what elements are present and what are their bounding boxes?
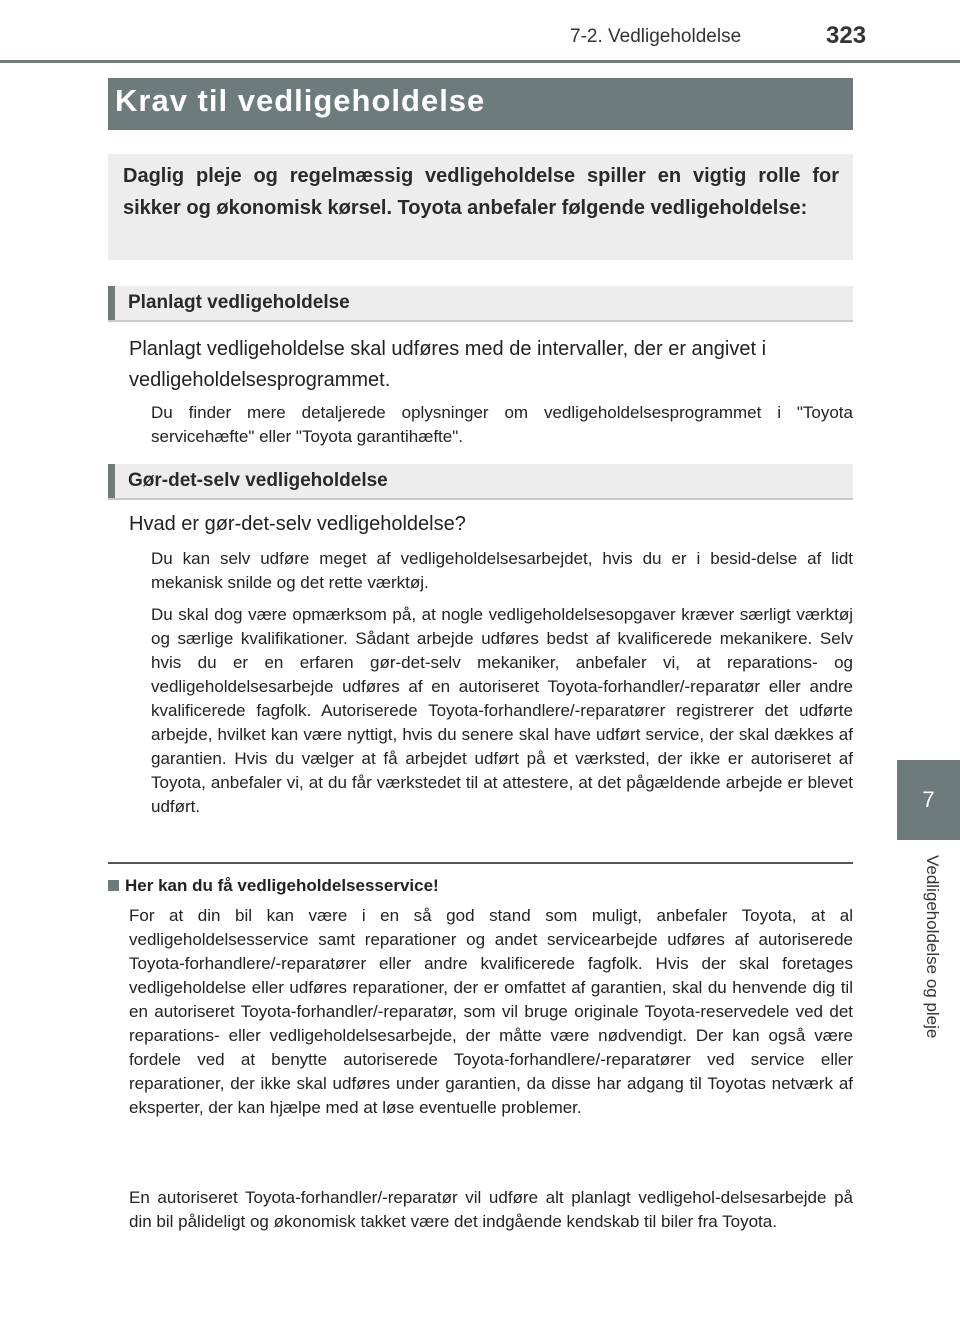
section-accent [108,286,115,320]
page-title: Krav til vedligeholdelse [115,83,486,118]
note-paragraph: En autoriseret Toyota-forhandler/-reparatør vil udføre alt planlagt vedligehol-delsesarbejde på din bil pålideligt og økonomisk takket være det indgående kendskab til biler fra Toyota. [129,1188,853,1231]
chapter-tab [897,760,960,840]
section-paragraph: Du finder mere detaljerede oplysninger om vedligeholdelsesprogrammet i "Toyota servicehæfte" eller "Toyota garantihæfte". [151,403,853,446]
header-divider [0,60,960,63]
section-lead: Planlagt vedligeholdelse skal udføres med de intervaller, der er angivet i vedligeholdelsesprogrammet. [129,338,767,391]
intro-text: Daglig pleje og regelmæssig vedligeholdelse spiller en vigtig rolle for sikker og økonomisk kørsel. Toyota anbefaler følgende vedligeholdelse: [123,165,839,219]
chapter-title: Vedligeholdelse og pleje [923,855,942,1039]
section-lead: Hvad er gør-det-selv vedligeholdelse? [129,513,466,535]
page-number: 323 [826,22,867,49]
note-title-text: Her kan du få vedligeholdelsesservice! [125,876,439,895]
chapter-number: 7 [922,787,935,812]
note-title [108,876,439,896]
section-heading: Planlagt vedligeholdelse [128,292,350,313]
note-divider [108,862,853,864]
header-section-title: 7-2. Vedligeholdelse [570,26,742,47]
section-paragraph: Du skal dog være opmærksom på, at nogle vedligeholdelsesopgaver kræver særligt værktøj og særlige kvalifikationer. Sådant arbejde udføres bedst af kvalificerede mekanikere. Selv hvis du er en erfaren gør-det-selv mekaniker, anbefaler vi, at reparations- og vedligeholdelsesarbejde udføres af en autoriseret Toyota-forhandler/-reparatør eller andre kvalificerede fagfolk. Autoriserede Toyota-forhandlere/-reparatører registrerer det udførte arbejde, hvilket kan være nyttigt, hvis du senere skal have udført service, der skal dækkes af garantien. Hvis du vælger at få arbejdet udført på et værksted, der ikke er autoriseret af Toyota, anbefaler vi, at du får værkstedet til at attestere, at det pågældende arbejde er blevet udført. [151,605,853,816]
section-heading: Gør-det-selv vedligeholdelse [128,470,388,491]
section-accent [108,464,115,498]
note-paragraph: For at din bil kan være i en så god stand som muligt, anbefaler Toyota, at al vedligeholdelsesservice samt reparationer og andet servicearbejde udføres af autoriserede Toyota-forhandlere/-reparatører eller andre kvalificerede fagfolk. Hvis der skal foretages vedligeholdelse eller udføres reparationer, der er omfattet af garantien, skal du henvende dig til en autoriseret Toyota-forhandler/-reparatør, som vil bruge originale Toyota-reservedele ved det reparations- eller vedligeholdelsesarbejde, der måtte være nødvendigt. Der kan også være fordele ved at benytte autoriserede Toyota-forhandlere/-reparatører ved service eller reparationer, der ikke skal udføres under garantien, da disse har adgang til Toyotas netværk af eksperter, der kan hjælpe med at løse eventuelle problemer. [129,906,853,1117]
section-paragraph: Du kan selv udføre meget af vedligeholdelsesarbejdet, hvis du er i besid-delse af lidt mekanisk snilde og det rette værktøj. [151,549,853,592]
square-bullet-icon [108,880,119,891]
